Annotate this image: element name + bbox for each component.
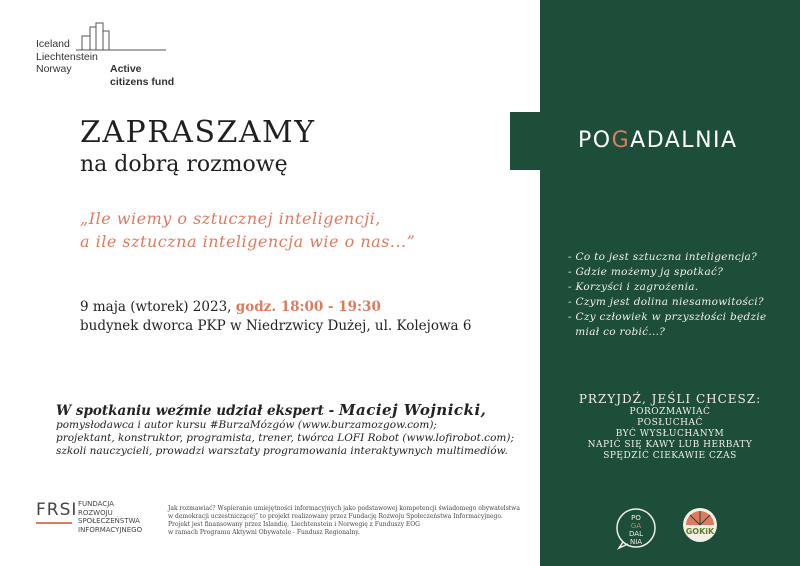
- project-footnote: Jak rozmawiać? Wspieranie umiejętności informacyjnych jako podstawowej kompetencji świadomego obywatelstwa w demokracji uczestniczącej” to projekt realizowany przez Fundację Rozwoju Społeczeństwa Informacyjnego. Projekt jest finansowany przez Islandię, Liechtenstein i Norwegię z Funduszy EOG w ramach Programu Aktywni Obywatele - Fundusz Regionalny.: [168, 505, 520, 536]
- badge-text: GA: [630, 522, 642, 530]
- question-item: miał co robić...?: [568, 326, 666, 338]
- fund-name: Active citizens fund: [110, 63, 175, 88]
- invite-item: SPĘDZIĆ CIEKAWIE CZAS: [603, 451, 737, 461]
- badge-text: DAL: [629, 530, 643, 538]
- gokik-text: GOKiK: [685, 527, 715, 536]
- invite-section: [545, 392, 795, 462]
- expert-line: szkoli nauczycieli, prowadzi warsztaty programowania interaktywnych multimediów.: [56, 445, 508, 457]
- expert-name: Maciej Wojnicki,: [338, 401, 487, 419]
- page-title: ZAPRASZAMY: [80, 115, 316, 150]
- expert-info: [56, 401, 514, 458]
- frsi-logo: [36, 500, 143, 534]
- funder-countries: [36, 38, 98, 76]
- expert-line: pomysłodawca i autor kursu #BurzaMózgów (www.burzamozgow.com);: [56, 419, 437, 431]
- country-iceland: Iceland: [36, 38, 70, 50]
- pogadalnia-badge-logo: [614, 506, 658, 554]
- invite-item: POSŁUCHAĆ: [637, 418, 703, 428]
- question-item: - Korzyści i zagrożenia.: [568, 281, 699, 293]
- frsi-underline: [36, 522, 72, 524]
- badge-text: PO: [631, 514, 641, 522]
- country-norway: Norway: [36, 63, 72, 75]
- gokik-logo: [680, 505, 720, 549]
- brand-accent-letter: G: [611, 128, 631, 153]
- question-item: - Czy człowiek w przyszłości będzie: [568, 311, 767, 323]
- expert-lead: W spotkaniu weźmie udział ekspert -: [56, 403, 339, 419]
- invite-item: NAPIĆ SIĘ KAWY LUB HERBATY: [587, 440, 753, 450]
- pogadalnia-logo: POGADALNIA: [578, 128, 738, 153]
- frsi-mark: FRSI: [36, 500, 78, 520]
- event-time: godz. 18:00 - 19:30: [235, 299, 381, 315]
- active-citizens-fund-logo: [36, 22, 176, 88]
- invite-item: POROZMAWIAĆ: [629, 407, 711, 417]
- invite-item: BYĆ WYSŁUCHANYM: [615, 429, 725, 439]
- badge-text: NIA: [629, 538, 643, 546]
- frsi-fullname: FUNDACJA ROZWOJU SPOŁECZEŃSTWA INFORMACYJNEGO: [78, 500, 143, 534]
- discussion-questions: [568, 250, 783, 340]
- event-quote: „Ile wiemy o sztucznej inteligencji, a ile sztuczna inteligencja wie o nas...”: [80, 209, 416, 251]
- country-liechtenstein: Liechtenstein: [36, 50, 98, 63]
- expert-line: projektant, konstruktor, programista, trener, twórca LOFI Robot (www.lofirobot.com);: [56, 432, 514, 444]
- invite-heading: PRZYJDŹ, JEŚLI CHCESZ:: [578, 392, 762, 406]
- question-item: - Gdzie możemy ją spotkać?: [568, 266, 724, 278]
- page-subtitle: na dobrą rozmowę: [80, 152, 288, 177]
- question-item: - Co to jest sztuczna inteligencja?: [568, 251, 758, 263]
- question-item: - Czym jest dolina niesamowitości?: [568, 296, 764, 308]
- event-date: 9 maja (wtorek) 2023,: [80, 299, 232, 315]
- event-details: [80, 298, 471, 336]
- event-location: budynek dworca PKP w Niedrzwicy Dużej, ul. Kolejowa 6: [80, 318, 472, 334]
